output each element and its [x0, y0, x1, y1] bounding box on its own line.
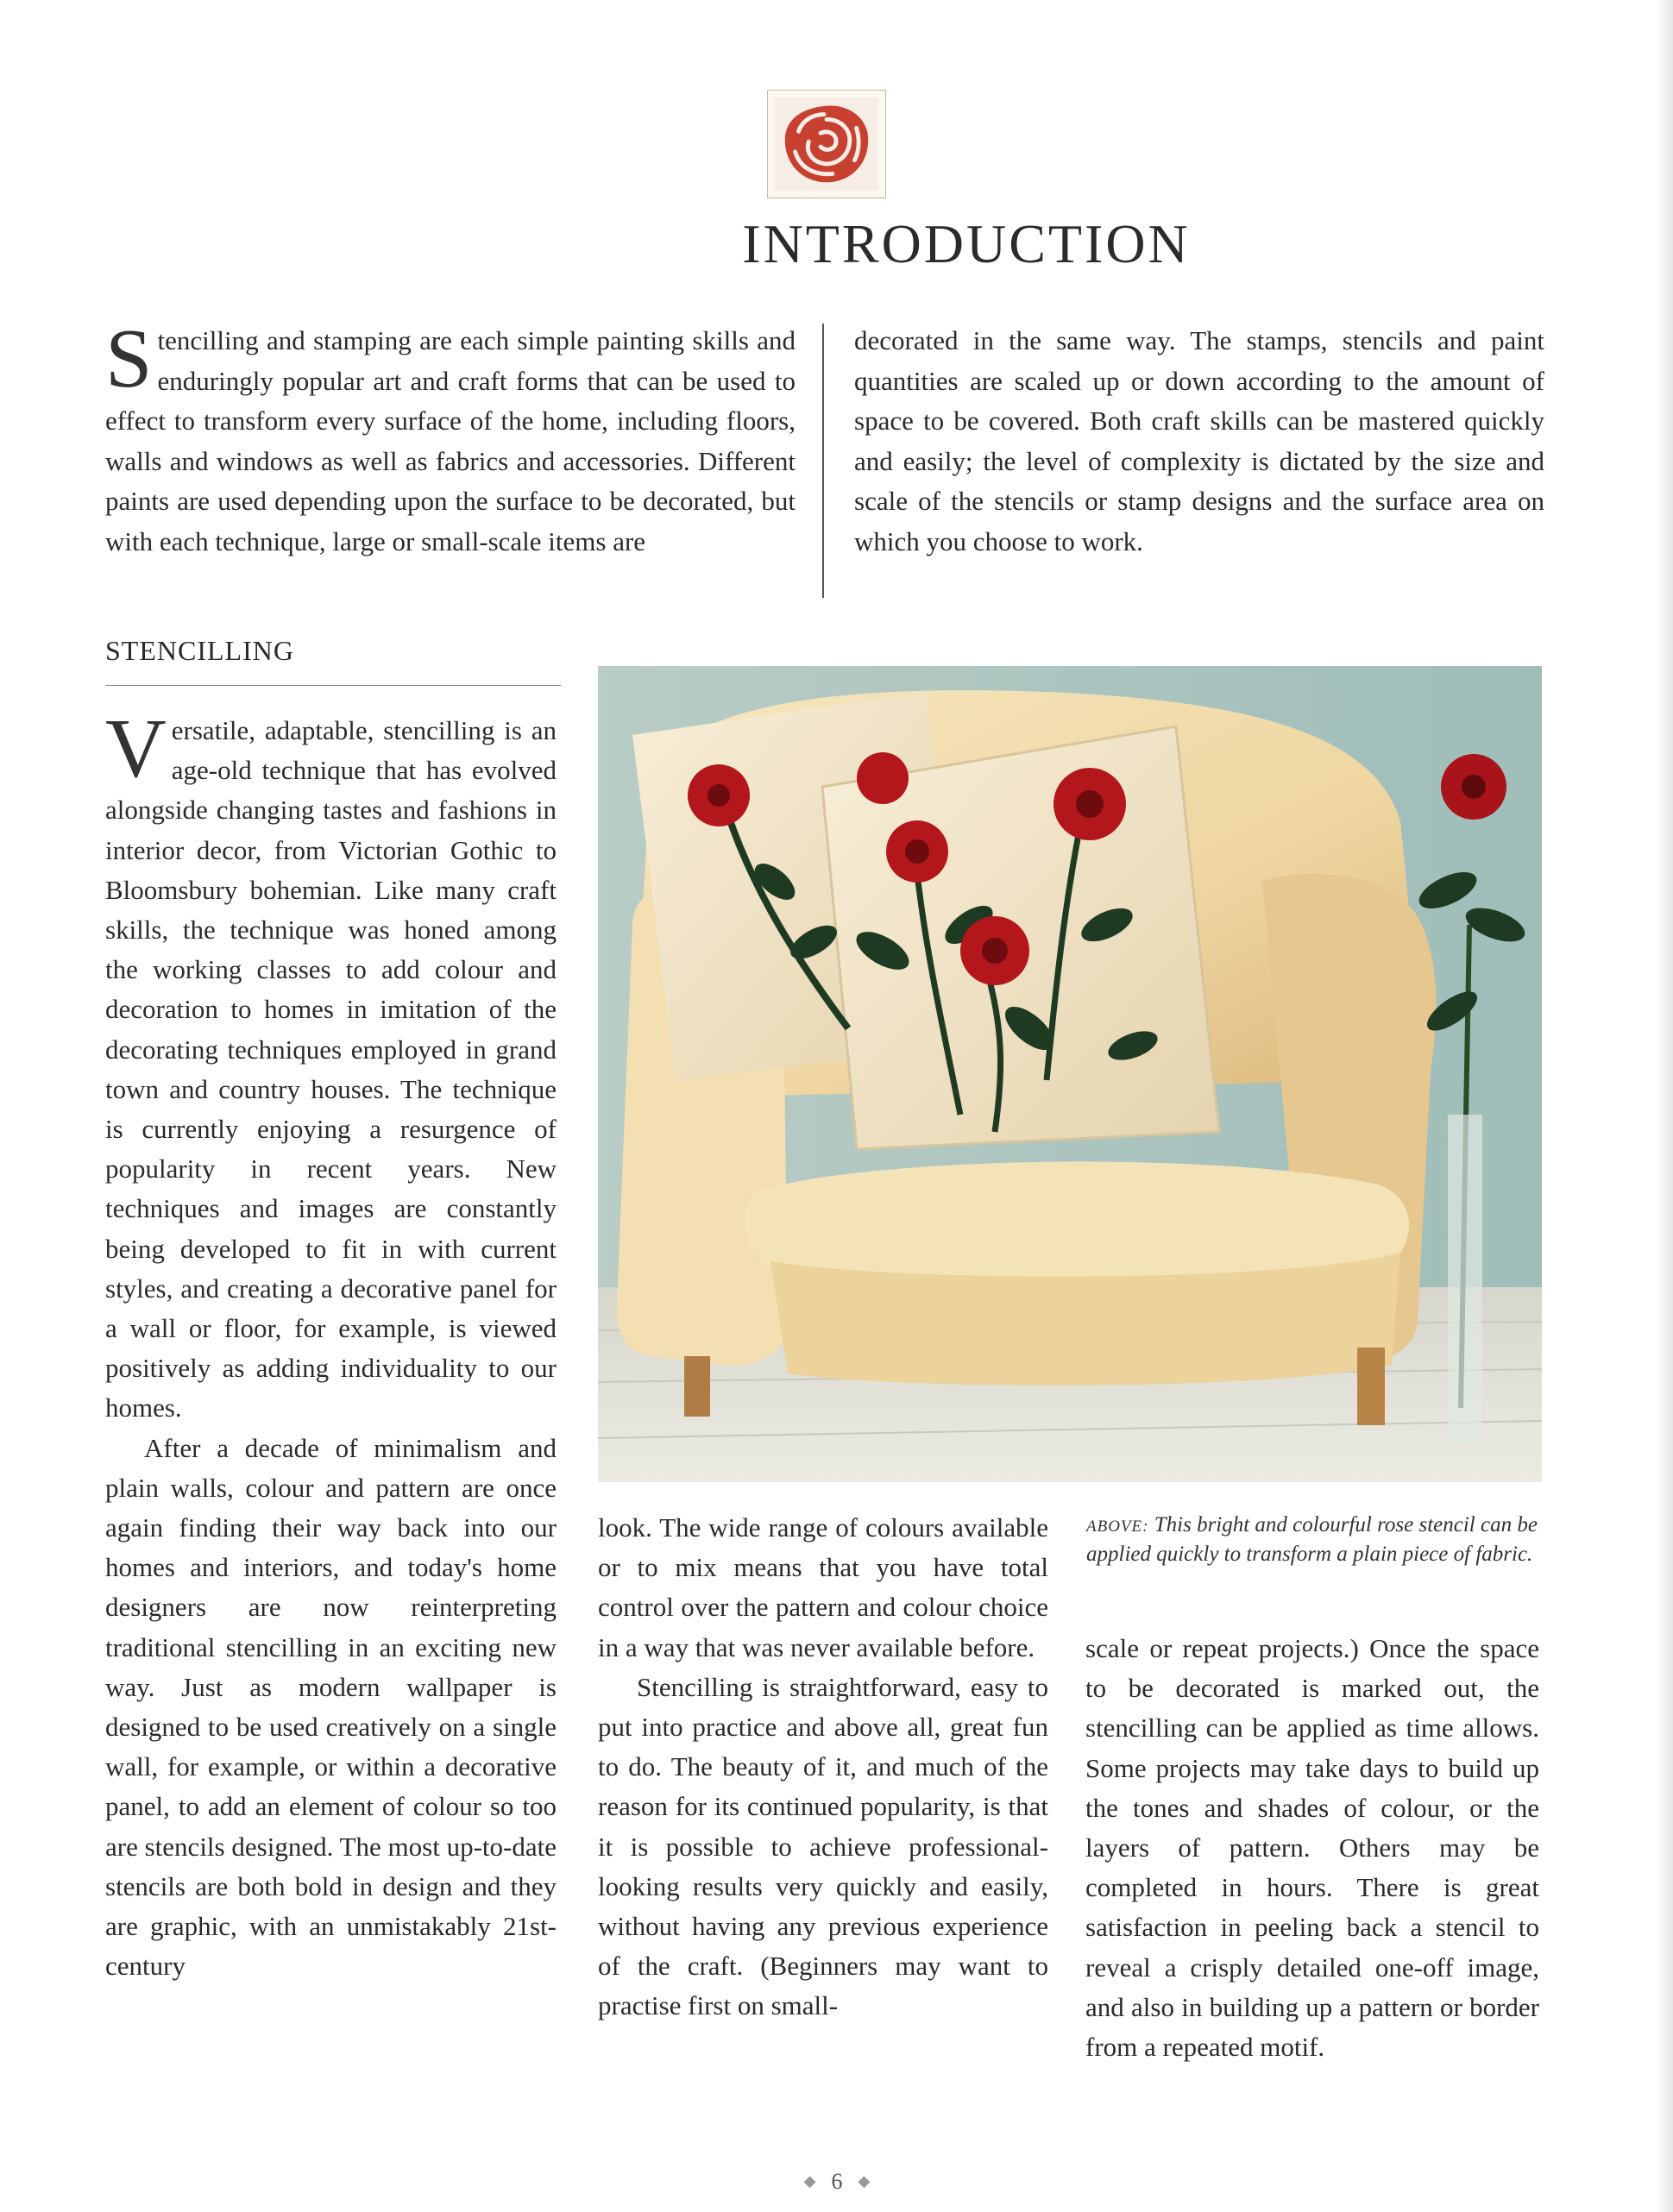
column-divider: [822, 324, 824, 598]
caption-lead: ABOVE:: [1086, 1518, 1149, 1536]
col2-paragraph-1: look. The wide range of colours available or to mix means that you have total control over the pattern and colour choice in a way that was never available before.: [598, 1512, 1048, 1662]
page-edge: [1659, 0, 1673, 2212]
intro-left-text: tencilling and stamping are each simple painting skills and enduringly popular art and craft forms that can be used to effect to transform every surface of the home, including floors, walls and windows as well as fabrics and accessories. Different paints are used depending upon the surface to be decorated, but with each technique, large or small-scale items are: [105, 325, 796, 556]
page-title: INTRODUCTION: [742, 213, 1191, 274]
section-dropcap: V: [105, 702, 167, 795]
body-column-2: [598, 1508, 1048, 2027]
col1-paragraph-1: [105, 702, 557, 1429]
page-number: 6: [831, 2169, 843, 2194]
section-rule: [105, 685, 561, 686]
col2-paragraph-2: Stencilling is straightforward, easy to put into practice and above all, great fun to do. The beauty of it, and much of the reason for its continued popularity, is that it is possible to achieve professional-looking results very quickly and easily, without having any previous experience of the craft. (Beginners may want to practise first on small-: [598, 1671, 1048, 2021]
diamond-ornament-icon: ◆: [858, 2172, 871, 2190]
intro-left-column: [105, 312, 796, 562]
col3-paragraph-1: scale or repeat projects.) Once the space to be decorated is marked out, the stencilling can be applied as time allows. Some projects may take days to build up the tones and shades of colour, or the layers of pattern. Others may be completed in hours. There is great satisfaction in peeling back a stencil to reveal a crisply detailed one-off image, and also in building up a pattern or border from a repeated motif.: [1085, 1633, 1539, 2063]
body-column-3: [1085, 1629, 1539, 2067]
intro-right-column: [854, 321, 1544, 562]
col1-paragraph-1-text: ersatile, adaptable, stencilling is an age-old technique that has evolved alongside changing tastes and fashions in interior decor, from Victorian Gothic to Bloomsbury bohemian. Like many craft skills, the technique was honed among the working classes to add colour and decoration to homes in imitation of the decorating techniques employed in grand town and country houses. The technique is currently enjoying a resurgence of popularity in recent years. New techniques and images are constantly being developed to fit in with current styles, and creating a decorative panel for a wall or floor, for example, is viewed positively as adding individuality to our homes.: [105, 715, 557, 1423]
col1-paragraph-2: After a decade of minimalism and plain walls, colour and pattern are once again finding their way back into our homes and interiors, and today's home designers are now reinterpreting traditional stencilling in an exciting new way. Just as modern wallpaper is designed to be used creatively on a single wall, for example, or within a decorative panel, to add an element of colour so too are stencils designed. The most up-to-date stencils are both bold in design and they are graphic, with an unmistakably 21st-century: [105, 1432, 557, 1982]
armchair-with-rose-cushions-photo: [598, 666, 1542, 1482]
photo-caption: [1086, 1511, 1544, 1568]
diamond-ornament-icon: ◆: [803, 2172, 816, 2190]
caption-text: This bright and colourful rose stencil can be applied quickly to transform a plain piece of fabric.: [1086, 1513, 1538, 1566]
intro-right-text: decorated in the same way. The stamps, stencils and paint quantities are scaled up or down according to the amount of space to be covered. Both craft skills can be mastered quickly and easily; the level of complexity is dictated by the size and scale of the stencils or stamp designs and the surface area on which you choose to work.: [854, 325, 1544, 556]
intro-dropcap: S: [105, 312, 153, 405]
rose-motif-icon: [767, 90, 886, 198]
section-heading: STENCILLING: [105, 635, 294, 666]
body-column-1: [105, 702, 557, 1987]
page-footer: [751, 2169, 923, 2195]
